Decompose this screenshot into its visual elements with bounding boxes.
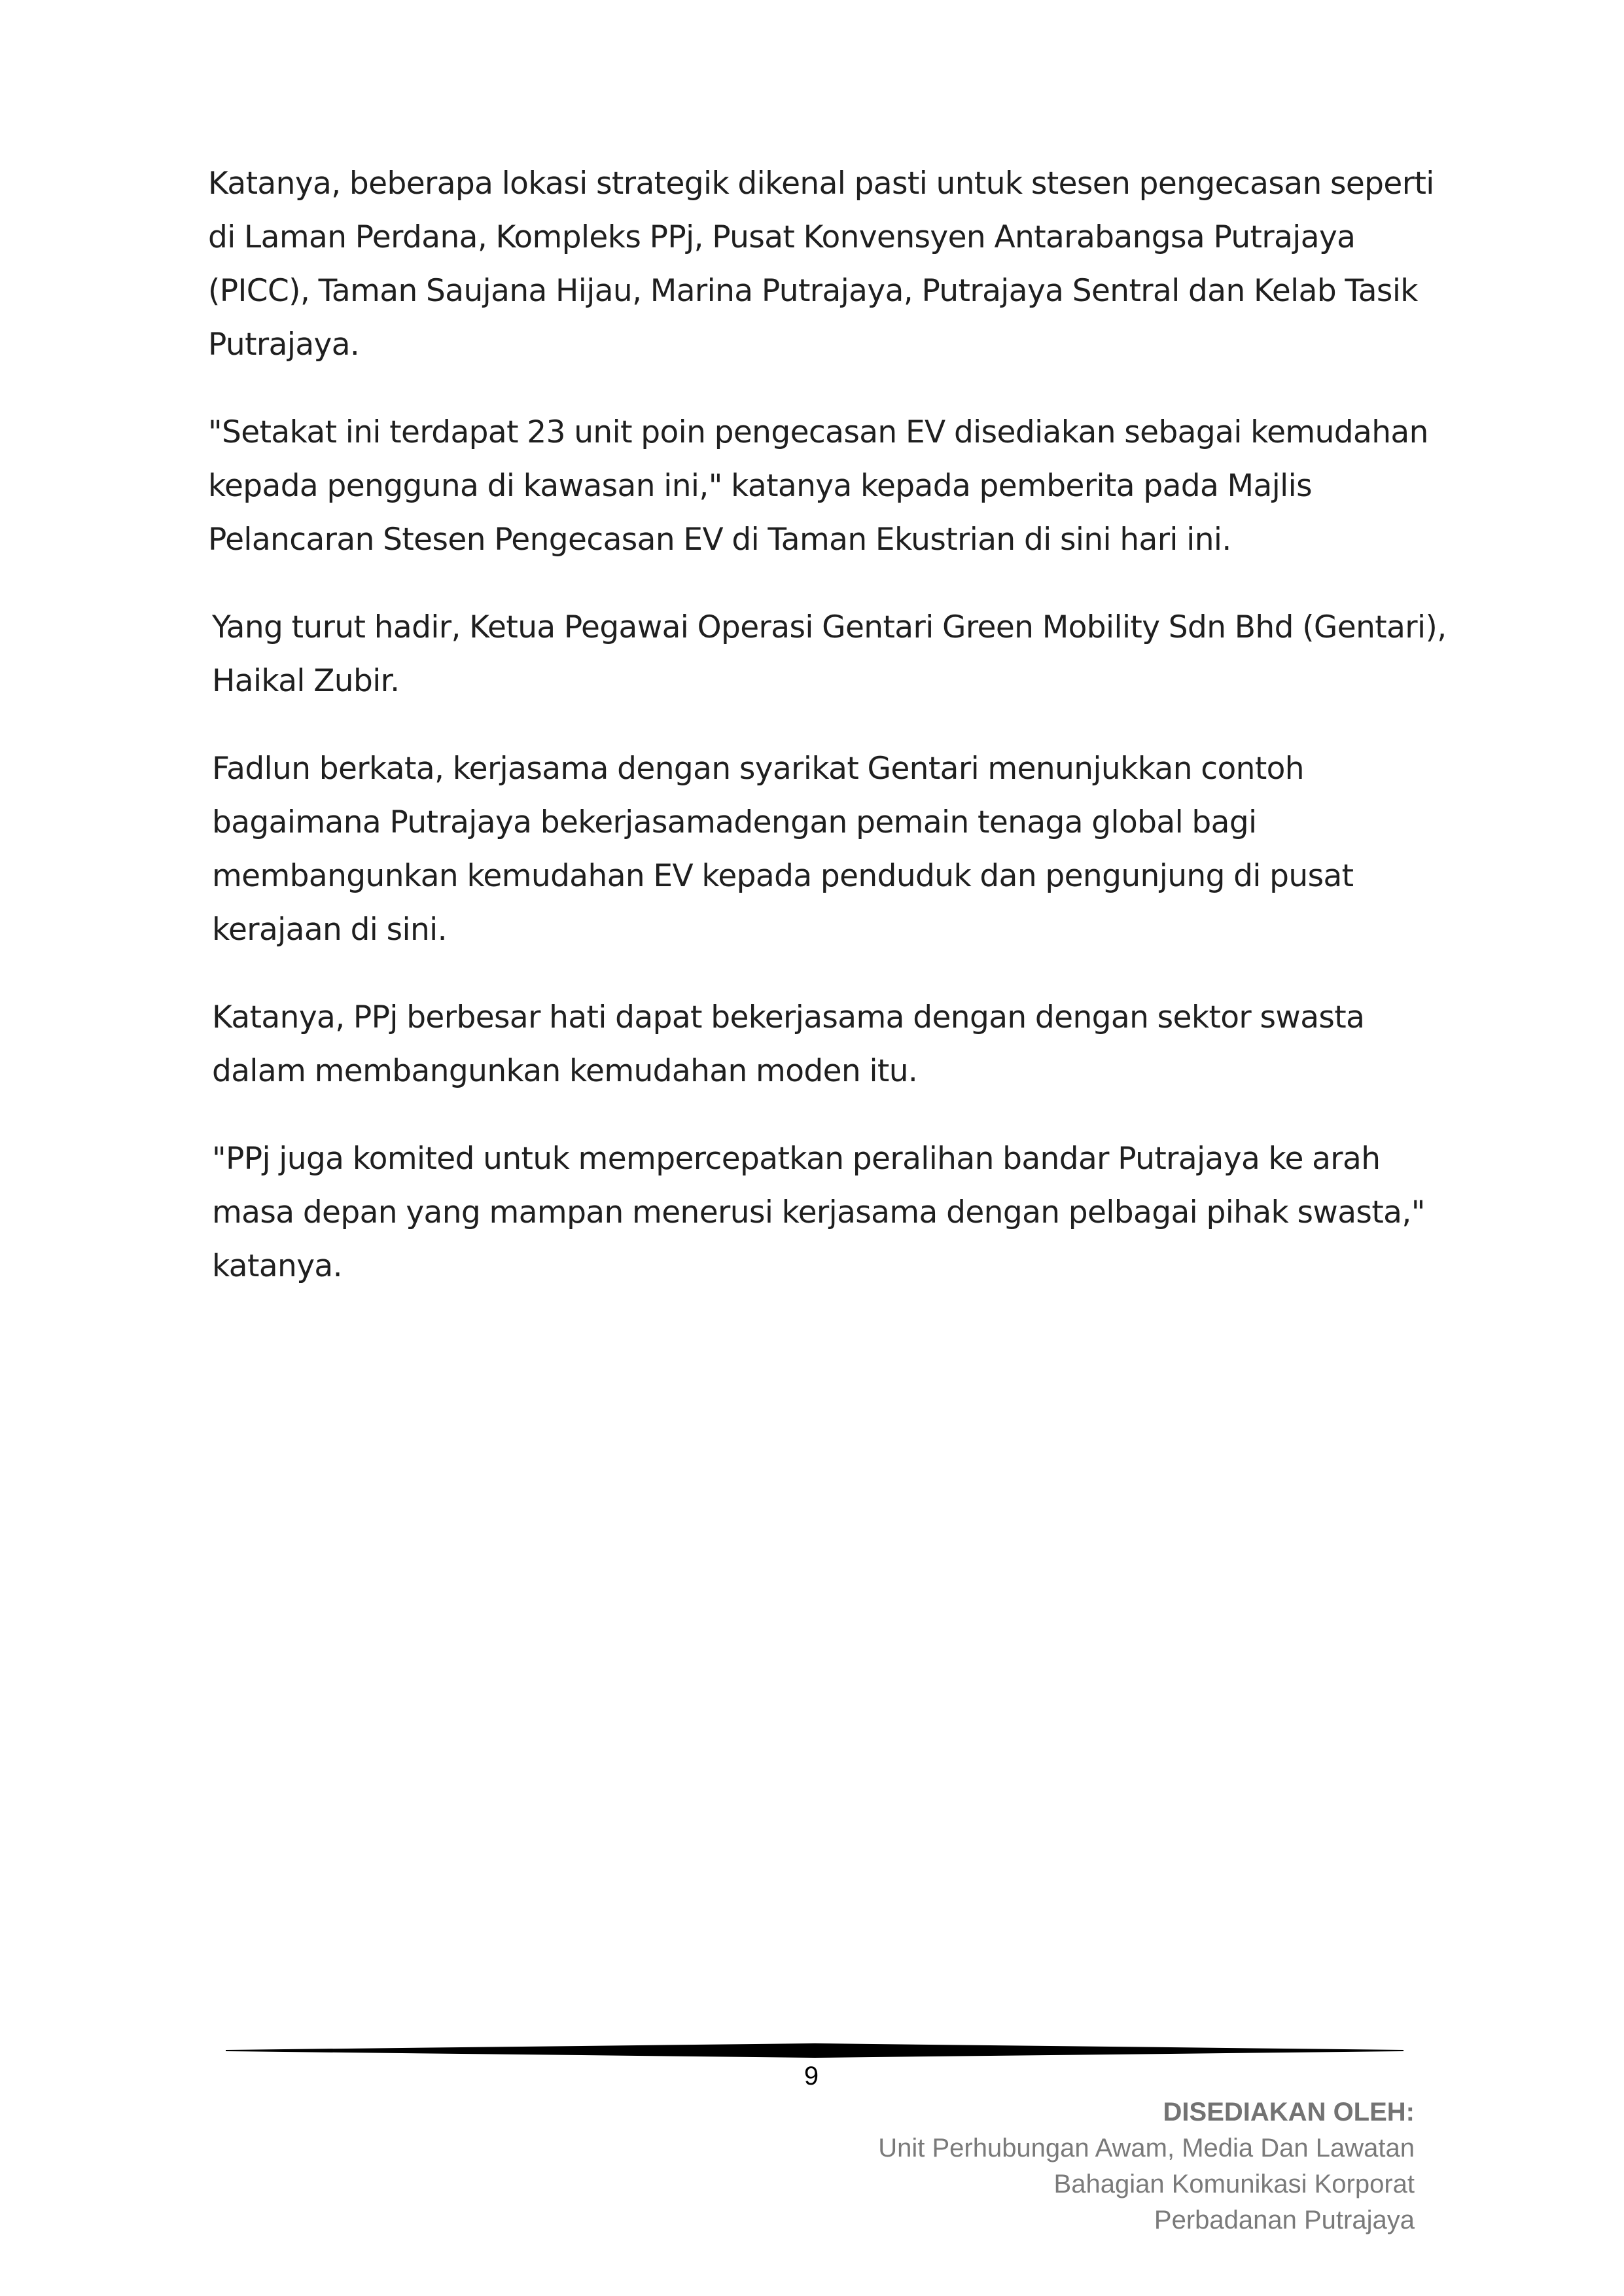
- paragraph-5: Katanya, PPj berbesar hati dapat bekerjasama dengan dengan sektor swasta dalam membangunkan kemudahan moden itu.: [212, 999, 1365, 1089]
- prepared-by-division: Bahagian Komunikasi Korporat: [1053, 2170, 1415, 2198]
- prepared-by-unit: Unit Perhubungan Awam, Media Dan Lawatan: [878, 2134, 1415, 2162]
- paragraph-4: Fadlun berkata, kerjasama dengan syarikat Gentari menunjukkan contoh bagaimana Putrajaya bekerjasamadengan pemain tenaga global bagi membangunkan kemudahan EV kepada penduduk dan pengunjung di pusat kerajaan di sini.: [212, 751, 1354, 948]
- paragraph-2: "Setakat ini terdapat 23 unit poin pengecasan EV disediakan sebagai kemudahan kepada pengguna di kawasan ini," katanya kepada pemberita pada Majlis Pelancaran Stesen Pengecasan EV di Taman Ekustrian di sini hari ini.: [208, 414, 1428, 558]
- paragraph-3: Yang turut hadir, Ketua Pegawai Operasi Gentari Green Mobility Sdn Bhd (Gentari), Haikal Zubir.: [212, 609, 1447, 699]
- paragraph-6: "PPj juga komited untuk mempercepatkan peralihan bandar Putrajaya ke arah masa depan yang mampan menerusi kerjasama dengan pelbagai pihak swasta," katanya.: [212, 1141, 1425, 1284]
- prepared-by-organisation: Perbadanan Putrajaya: [1154, 2206, 1415, 2234]
- article-body: [208, 157, 1464, 1327]
- page-number: 9: [803, 2062, 819, 2090]
- prepared-by-block: [878, 2094, 1415, 2238]
- prepared-by-heading: DISEDIAKAN OLEH:: [1163, 2098, 1415, 2126]
- footer-divider: [226, 2042, 1403, 2059]
- paragraph-1: Katanya, beberapa lokasi strategik dikenal pasti untuk stesen pengecasan seperti di Laman Perdana, Kompleks PPj, Pusat Konvensyen Antarabangsa Putrajaya (PICC), Taman Saujana Hijau, Marina Putrajaya, Putrajaya Sentral dan Kelab Tasik Putrajaya.: [208, 166, 1434, 363]
